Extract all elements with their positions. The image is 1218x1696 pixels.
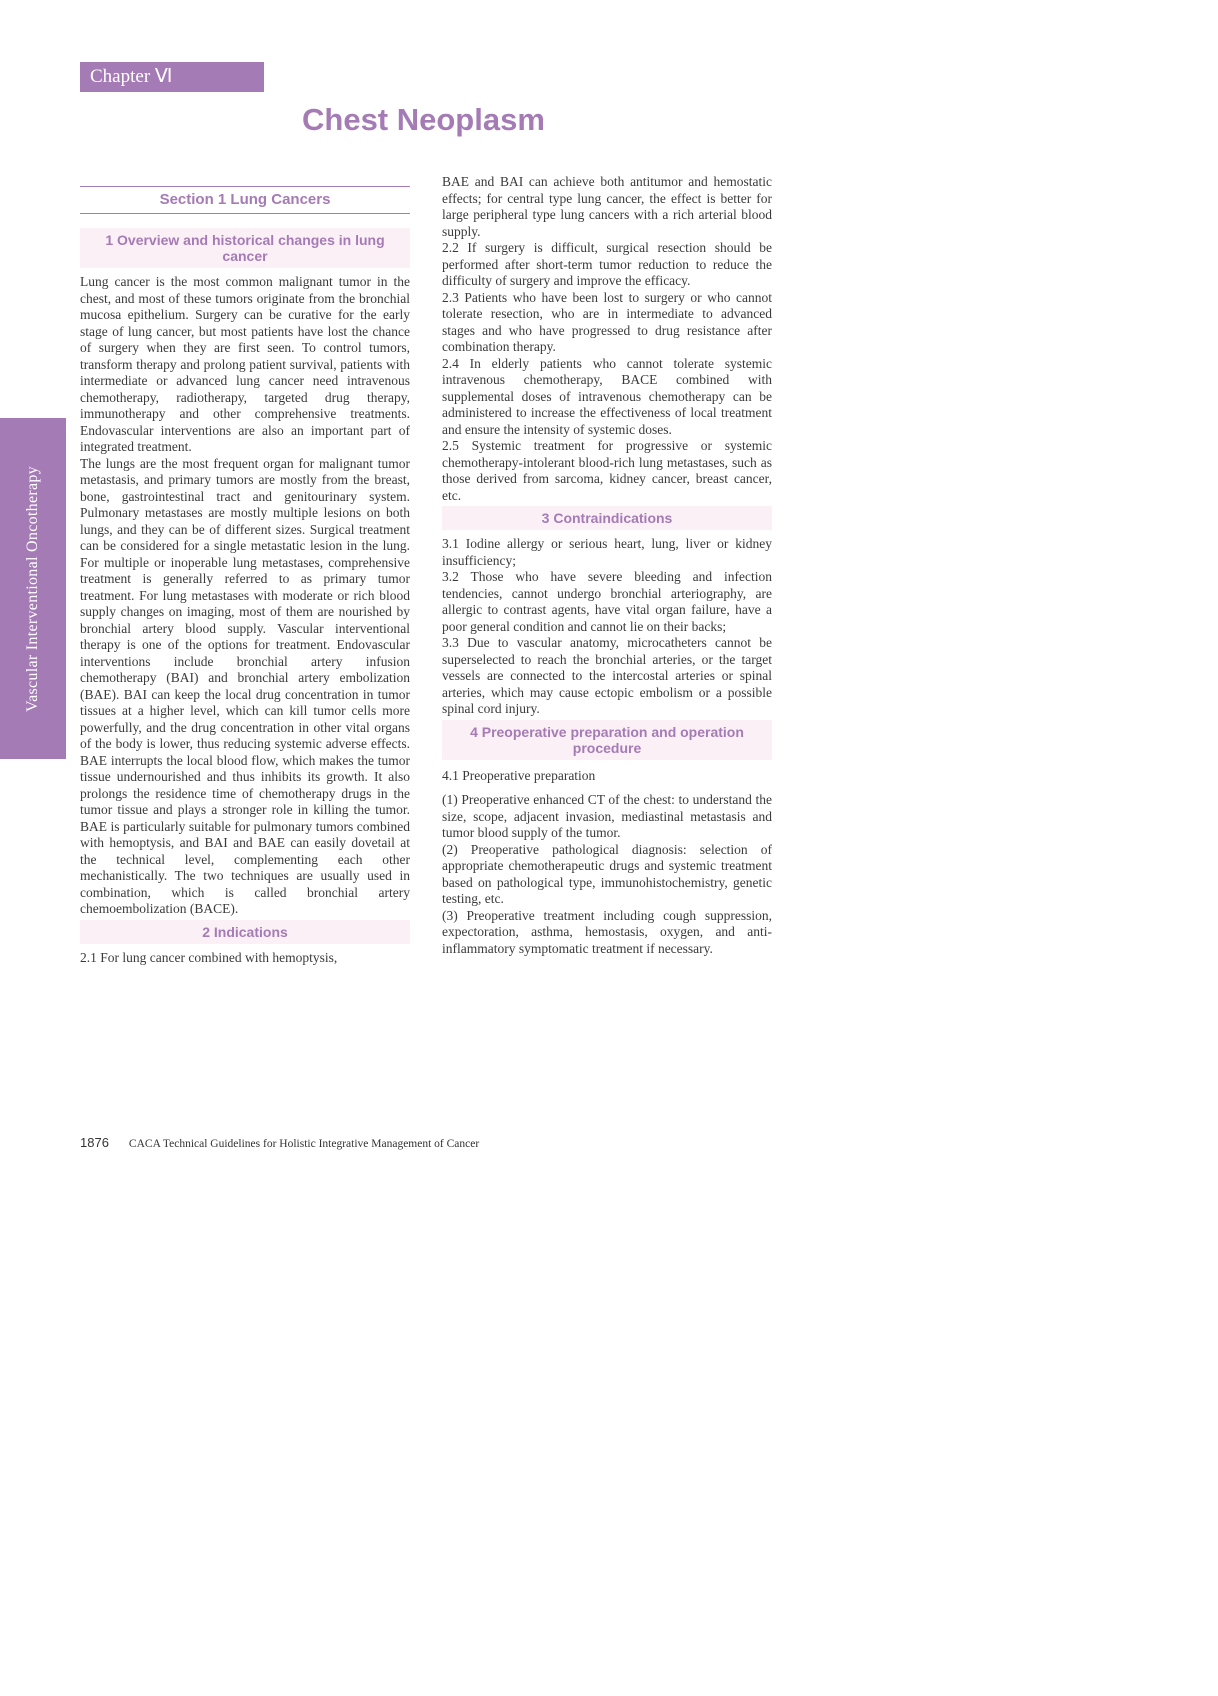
preoperative-item-1: (1) Preoperative enhanced CT of the chest: to understand the size, scope, adjacent invasion, mediastinal metastasis and tumor blood supply of the tumor. <box>442 792 772 840</box>
indication-2-1-continued: BAE and BAI can achieve both antitumor and hemostatic effects; for central type lung cancer, the effect is better for large peripheral type lung cancers with a rich arterial blood supply. <box>442 174 772 239</box>
contraindications-heading: 3 Contraindications <box>442 506 772 530</box>
contraindication-3-1: 3.1 Iodine allergy or serious heart, lung, liver or kidney insufficiency; <box>442 536 772 568</box>
preoperative-heading: 4 Preoperative preparation and operation procedure <box>442 720 772 760</box>
section-title: Section 1 Lung Cancers <box>80 186 410 214</box>
indication-2-2: 2.2 If surgery is difficult, surgical resection should be performed after short-term tumor reduction to reduce the difficulty of surgery and improve the efficacy. <box>442 240 772 288</box>
overview-paragraph-1: Lung cancer is the most common malignant tumor in the chest, and most of these tumors originate from the bronchial mucosa epithelium. Surgery can be curative for the early stage of lung cancer, but most patients have lost the chance of surgery when they are first seen. To control tumors, transform therapy and prolong patient survival, patients with intermediate or advanced lung cancer need intravenous chemotherapy, radiotherapy, targeted drug therapy, immunotherapy and other comprehensive treatments. Endovascular interventions are also an important part of integrated treatment. <box>80 274 410 454</box>
right-column <box>442 174 772 957</box>
indications-heading: 2 Indications <box>80 920 410 944</box>
footer-source: CACA Technical Guidelines for Holistic Integrative Management of Cancer <box>128 1138 480 1150</box>
chapter-tab: Chapter Ⅵ <box>80 62 264 92</box>
contraindication-3-3: 3.3 Due to vascular anatomy, microcatheters cannot be superselected to reach the bronchial arteries, or the target vessels are connected to the intercostal arteries or spinal arteries, which may cause ectopic embolism or a possible spinal cord injury. <box>442 635 772 716</box>
page-number: 1876 <box>80 1135 109 1150</box>
indication-2-5: 2.5 Systemic treatment for progressive or systemic chemotherapy-intolerant blood-rich lung metastases, such as those derived from sarcoma, kidney cancer, breast cancer, etc. <box>442 438 772 503</box>
overview-heading: 1 Overview and historical changes in lung cancer <box>80 228 410 268</box>
indication-2-4: 2.4 In elderly patients who cannot tolerate systemic intravenous chemotherapy, BACE combined with supplemental doses of intravenous chemotherapy can be administered to increase the effectiveness of local treatment and ensure the intensity of systemic doses. <box>442 355 772 437</box>
side-tab-label: Vascular Interventional Oncotherapy <box>24 465 41 712</box>
indication-2-1-start: 2.1 For lung cancer combined with hemoptysis, <box>80 949 338 965</box>
contraindication-3-2: 3.2 Those who have severe bleeding and infection tendencies, cannot undergo bronchial arteriography, are allergic to contrast agents, have vital organ failure, have a poor general condition and cannot lie on their backs; <box>442 569 772 634</box>
overview-paragraph-2: The lungs are the most frequent organ for malignant tumor metastasis, and primary tumors are mostly from the breast, bone, gastrointestinal tract and genitourinary system. Pulmonary metastases are mostly multiple lesions on both lungs, and they can be of different sizes. Surgical treatment can be considered for a single metastatic lesion in the lung. For multiple or inoperable lung metastases, comprehensive treatment is generally referred to as primary tumor treatment. For lung metastases with moderate or rich blood supply changes on imaging, most of them are nourished by bronchial artery blood supply. Vascular interventional therapy is one of the options for treatment. Endovascular interventions include bronchial artery infusion chemotherapy (BAI) and bronchial artery embolization (BAE). BAI can keep the local drug concentration in tumor tissues at a higher level, which can kill tumor cells more powerfully, and the drug concentration in other vital organs of the body is lower, thus reducing systemic adverse effects. BAE interrupts the local blood flow, which makes the tumor tissue undernourished and thus inhibits its growth. It also prolongs the residence time of chemotherapy drugs in the tumor tissue and plays a stronger role in killing the tumor. BAE is particularly suitable for pulmonary tumors combined with hemoptysis, and BAI and BAE can easily dovetail at the technical level, complementing each other mechanistically. The two techniques are usually used in combination, which is called bronchial artery chemoembolization (BACE). <box>80 455 410 916</box>
side-tab <box>0 418 66 759</box>
page-footer <box>80 1135 479 1150</box>
preoperative-item-3: (3) Preoperative treatment including cough suppression, expectoration, asthma, hemostasis, oxygen, and anti-inflammatory symptomatic treatment if necessary. <box>442 907 772 956</box>
preoperative-subheading: 4.1 Preoperative preparation <box>442 767 596 783</box>
page-title: Chest Neoplasm <box>302 102 545 137</box>
indication-2-3: 2.3 Patients who have been lost to surgery or who cannot tolerate resection, who are in intermediate to advanced stages and who have progressed to drug resistance after combination therapy. <box>442 289 772 354</box>
preoperative-item-2: (2) Preoperative pathological diagnosis: selection of appropriate chemotherapeutic drugs and systemic treatment based on pathological type, immunohistochemistry, genetic testing, etc. <box>442 841 772 906</box>
left-column <box>80 186 410 966</box>
